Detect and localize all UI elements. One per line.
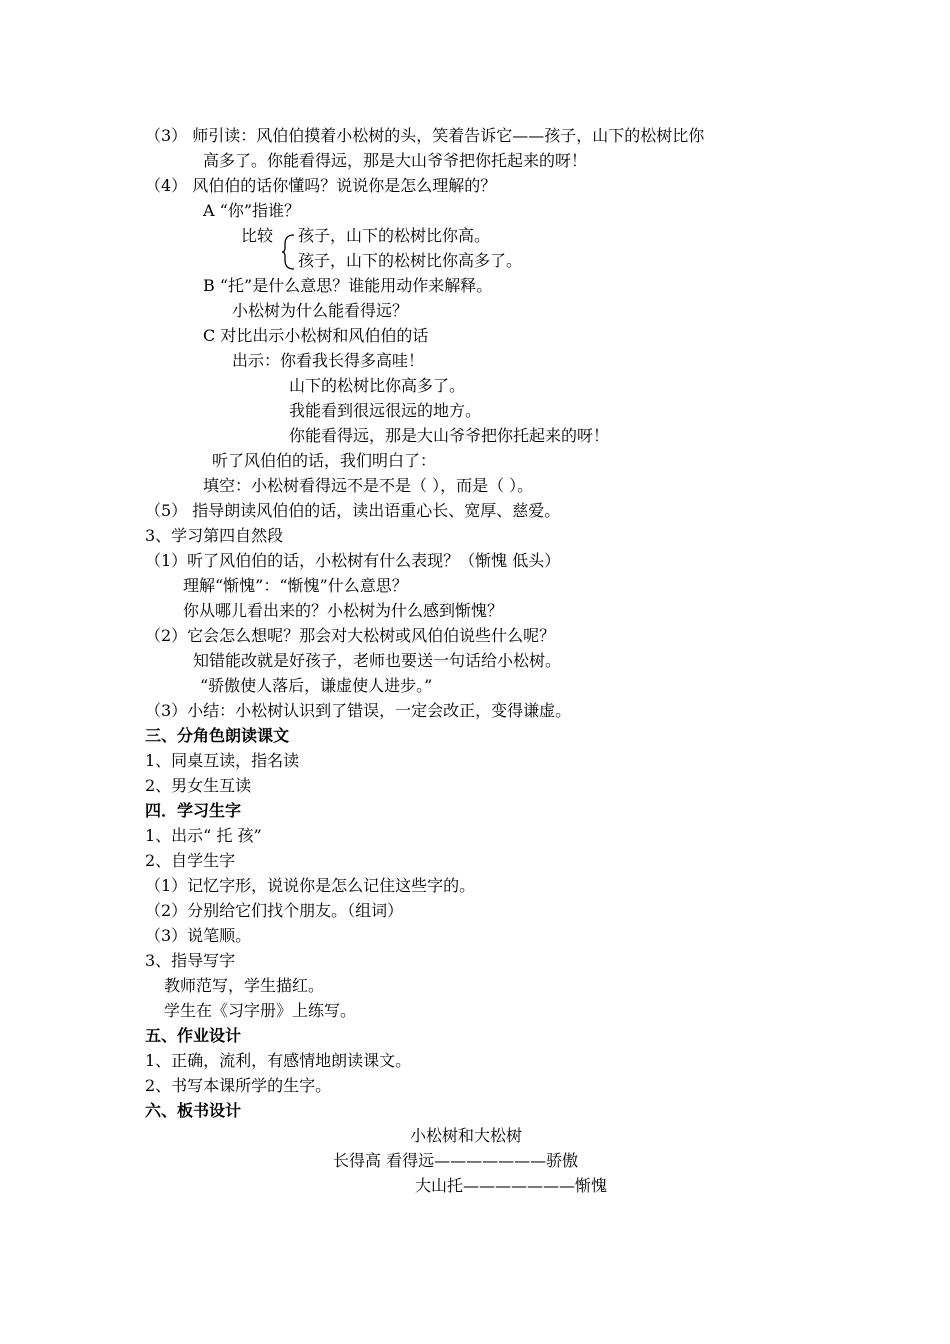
text-line: （1）听了风伯伯的话，小松树有什么表现？（惭愧 低头） xyxy=(145,551,561,570)
text-line: 你能看得远，那是大山爷爷把你托起来的呀！ xyxy=(289,426,610,445)
text-line: A “你”指谁？ xyxy=(203,201,301,220)
section-heading: 四．学习生字 xyxy=(145,801,242,820)
text-line: B “托”是什么意思？谁能用动作来解释。 xyxy=(203,276,493,295)
text-line: 3、学习第四自然段 xyxy=(145,526,284,545)
text-line: “骄傲使人落后，谦虚使人进步。” xyxy=(200,676,433,695)
text-line: 1、出示“ 托 孩” xyxy=(145,826,262,845)
text-line: 小松树为什么能看得远？ xyxy=(232,301,409,320)
text-line: 2、男女生互读 xyxy=(145,776,252,795)
text-line: 1、同桌互读，指名读 xyxy=(145,751,300,770)
text-line: 2、书写本课所学的生字。 xyxy=(145,1076,332,1095)
section-heading: 六、板书设计 xyxy=(145,1101,242,1120)
text-line: 出示：你看我长得多高哇！ xyxy=(232,351,425,370)
text-line: （3）说笔顺。 xyxy=(145,926,252,945)
text-line: （2）它会怎么想呢？那会对大松树或风伯伯说些什么呢？ xyxy=(145,626,556,645)
text-line: （1）记忆字形，说说你是怎么记住这些字的。 xyxy=(145,876,476,895)
text-line: C 对比出示小松树和风伯伯的话 xyxy=(203,326,429,345)
text-line: 比较 xyxy=(241,226,274,245)
text-line: 教师范写，学生描红。 xyxy=(164,976,325,995)
text-line: 理解“惭愧”：“惭愧”什么意思？ xyxy=(183,576,408,595)
text-line: （3）小结：小松树认识到了错误，一定会改正，变得谦虚。 xyxy=(145,701,572,720)
section-heading: 五、作业设计 xyxy=(145,1026,242,1045)
text-line: 3、指导写字 xyxy=(145,951,236,970)
text-line: 高多了。你能看得远，那是大山爷爷把你托起来的呀！ xyxy=(203,151,588,170)
text-line: 知错能改就是好孩子，老师也要送一句话给小松树。 xyxy=(193,651,562,670)
text-line: 孩子，山下的松树比你高多了。 xyxy=(298,251,523,270)
text-line: 2、自学生字 xyxy=(145,851,236,870)
text-line: 我能看到很远很远的地方。 xyxy=(289,401,482,420)
text-line: 你从哪儿看出来的？小松树为什么感到惭愧？ xyxy=(183,601,504,620)
text-line: 孩子，山下的松树比你高。 xyxy=(298,226,491,245)
text-line: （3） 师引读：风伯伯摸着小松树的头，笑着告诉它——孩子，山下的松树比你 xyxy=(145,126,705,145)
text-line: 学生在《习字册》上练写。 xyxy=(164,1001,357,1020)
board-title: 小松树和大松树 xyxy=(410,1126,523,1145)
board-line: 长得高 看得远———————骄傲 xyxy=(333,1151,579,1170)
text-line: （4） 风伯伯的话你懂吗？说说你是怎么理解的？ xyxy=(145,176,497,195)
section-heading: 三、分角色朗读课文 xyxy=(145,726,290,745)
text-line: 填空：小松树看得远不是不是（ ），而是（ ）。 xyxy=(203,476,534,495)
text-line: 1、正确，流利，有感情地朗读课文。 xyxy=(145,1051,412,1070)
text-line: 听了风伯伯的话，我们明白了： xyxy=(212,451,437,470)
text-line: （5） 指导朗读风伯伯的话，读出语重心长、宽厚、慈爱。 xyxy=(145,501,561,520)
text-line: 山下的松树比你高多了。 xyxy=(289,376,466,395)
brace-icon xyxy=(281,232,295,272)
text-line: （2）分别给它们找个朋友。（组词） xyxy=(145,901,404,920)
board-line: 大山托———————惭愧 xyxy=(415,1176,608,1195)
